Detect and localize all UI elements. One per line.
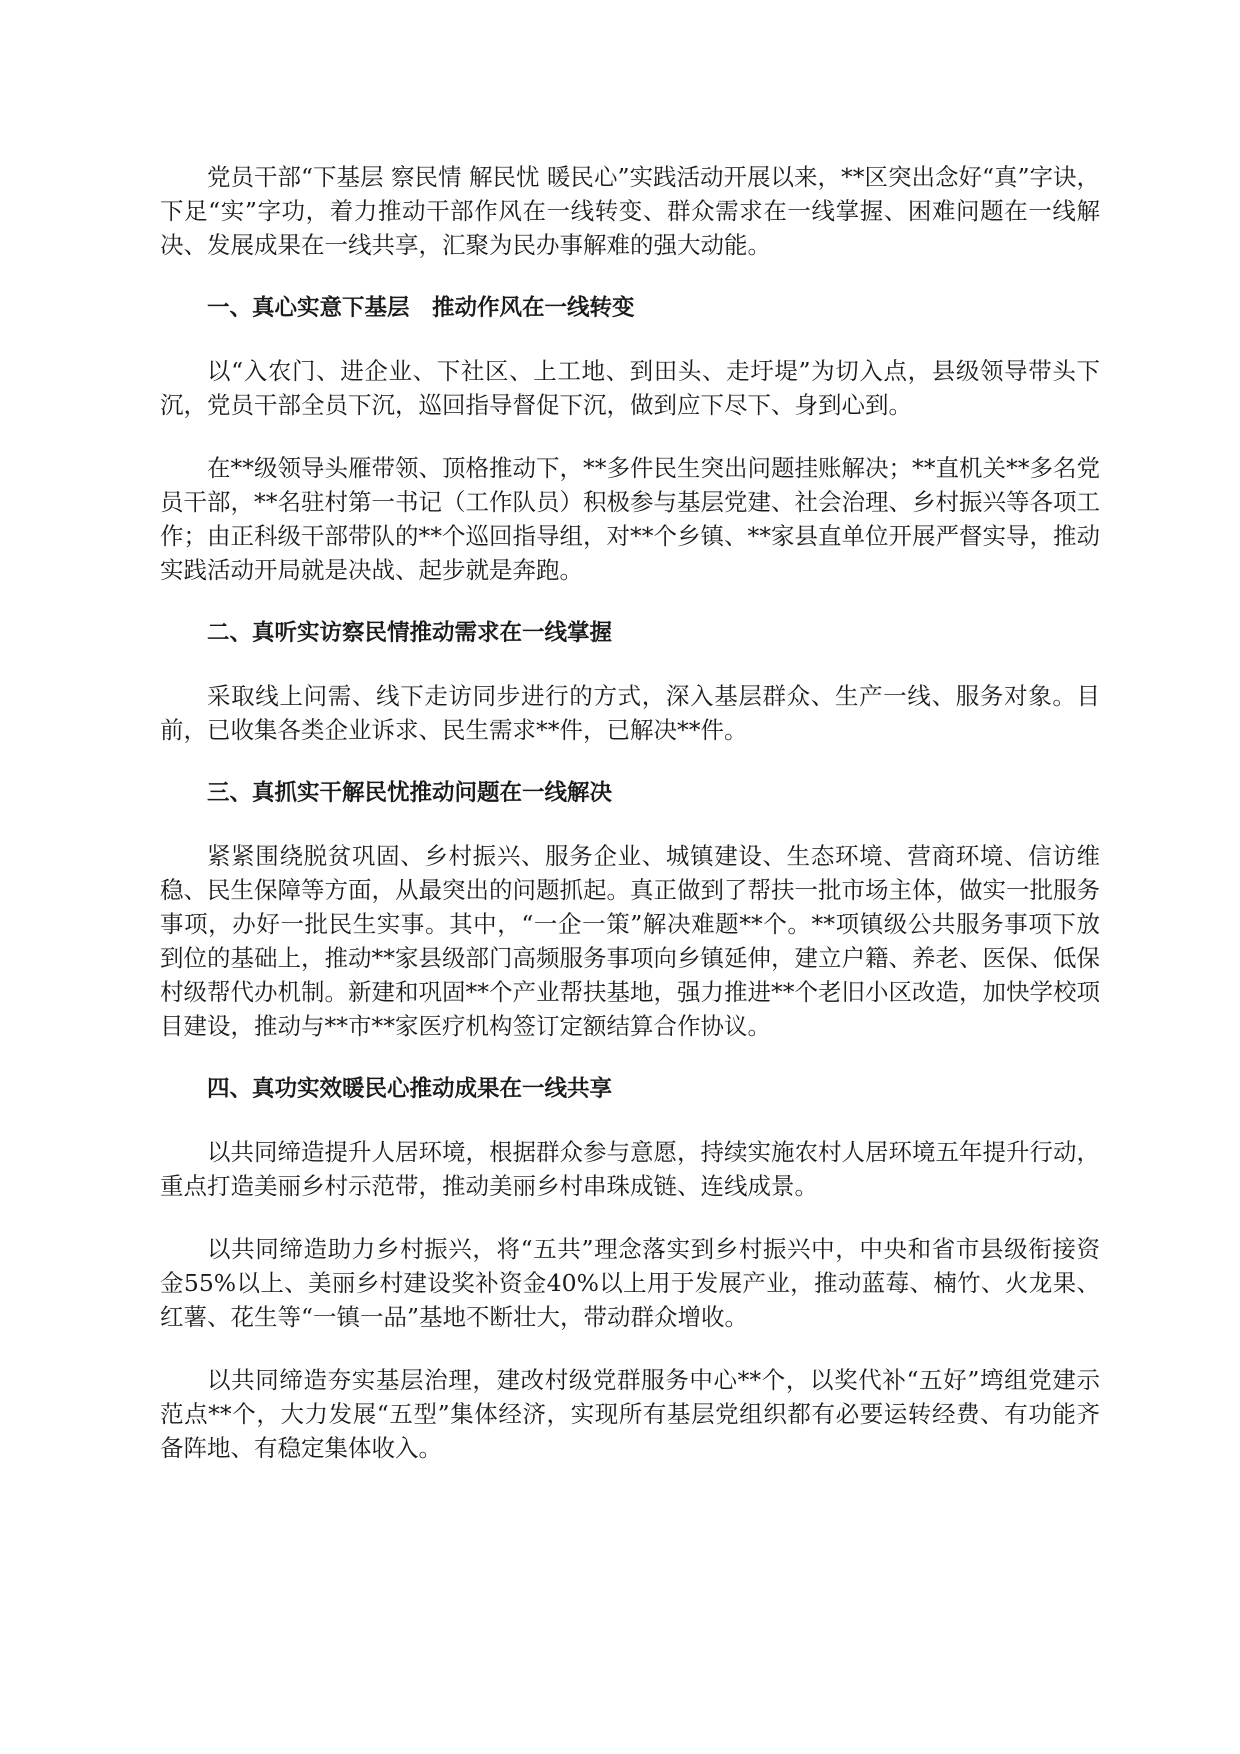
intro-paragraph: 党员干部“下基层 察民情 解民忧 暖民心”实践活动开展以来，**区突出念好“真”字诀，下足“实”字功，着力推动干部作风在一线转变、群众需求在一线掌握、困难问题在一线解决、发展成果在一线共享，汇聚为民办事解难的强大动能。 — [160, 163, 1100, 259]
section-1-heading: 一、真心实意下基层 推动作风在一线转变 — [207, 295, 635, 321]
section-4-paragraph-3: 以共同缔造夯实基层治理，建改村级党群服务中心**个，以奖代补“五好”塆组党建示范点**个，大力发展“五型”集体经济，实现所有基层党组织都有必要运转经费、有功能齐备阵地、有稳定集体收入。 — [160, 1366, 1100, 1462]
section-2-heading: 二、真听实访察民情推动需求在一线掌握 — [207, 620, 613, 646]
section-2-paragraph-1: 采取线上问需、线下走访同步进行的方式，深入基层群众、生产一线、服务对象。目前，已收集各类企业诉求、民生需求**件，已解决**件。 — [160, 682, 1100, 744]
section-1-paragraph-2: 在**级领导头雁带领、顶格推动下，**多件民生突出问题挂账解决；**直机关**多名党员干部，**名驻村第一书记（工作队员）积极参与基层党建、社会治理、乡村振兴等各项工作；由正科级干部带队的**个巡回指导组，对**个乡镇、**家县直单位开展严督实导，推动实践活动开局就是决战、起步就是奔跑。 — [160, 454, 1100, 584]
document-body — [160, 160, 1100, 1494]
section-4-heading: 四、真功实效暖民心推动成果在一线共享 — [207, 1076, 613, 1102]
section-3-heading: 三、真抓实干解民忧推动问题在一线解决 — [207, 780, 613, 806]
section-4-paragraph-2: 以共同缔造助力乡村振兴，将“五共”理念落实到乡村振兴中，中央和省市县级衔接资金55%以上、美丽乡村建设奖补资金40%以上用于发展产业，推动蓝莓、楠竹、火龙果、红薯、花生等“一镇一品”基地不断壮大，带动群众增收。 — [160, 1235, 1100, 1331]
section-3-paragraph-1: 紧紧围绕脱贫巩固、乡村振兴、服务企业、城镇建设、生态环境、营商环境、信访维稳、民生保障等方面，从最突出的问题抓起。真正做到了帮扶一批市场主体，做实一批服务事项，办好一批民生实事。其中，“一企一策”解决难题**个。**项镇级公共服务事项下放到位的基础上，推动**家县级部门高频服务事项向乡镇延伸，建立户籍、养老、医保、低保村级帮代办机制。新建和巩固**个产业帮扶基地，强力推进**个老旧小区改造，加快学校项目建设，推动与**市**家医疗机构签订定额结算合作协议。 — [160, 842, 1100, 1040]
section-4-paragraph-1: 以共同缔造提升人居环境，根据群众参与意愿，持续实施农村人居环境五年提升行动，重点打造美丽乡村示范带，推动美丽乡村串珠成链、连线成景。 — [160, 1138, 1100, 1200]
section-1-paragraph-1: 以“入农门、进企业、下社区、上工地、到田头、走圩堤”为切入点，县级领导带头下沉，党员干部全员下沉，巡回指导督促下沉，做到应下尽下、身到心到。 — [160, 357, 1100, 419]
